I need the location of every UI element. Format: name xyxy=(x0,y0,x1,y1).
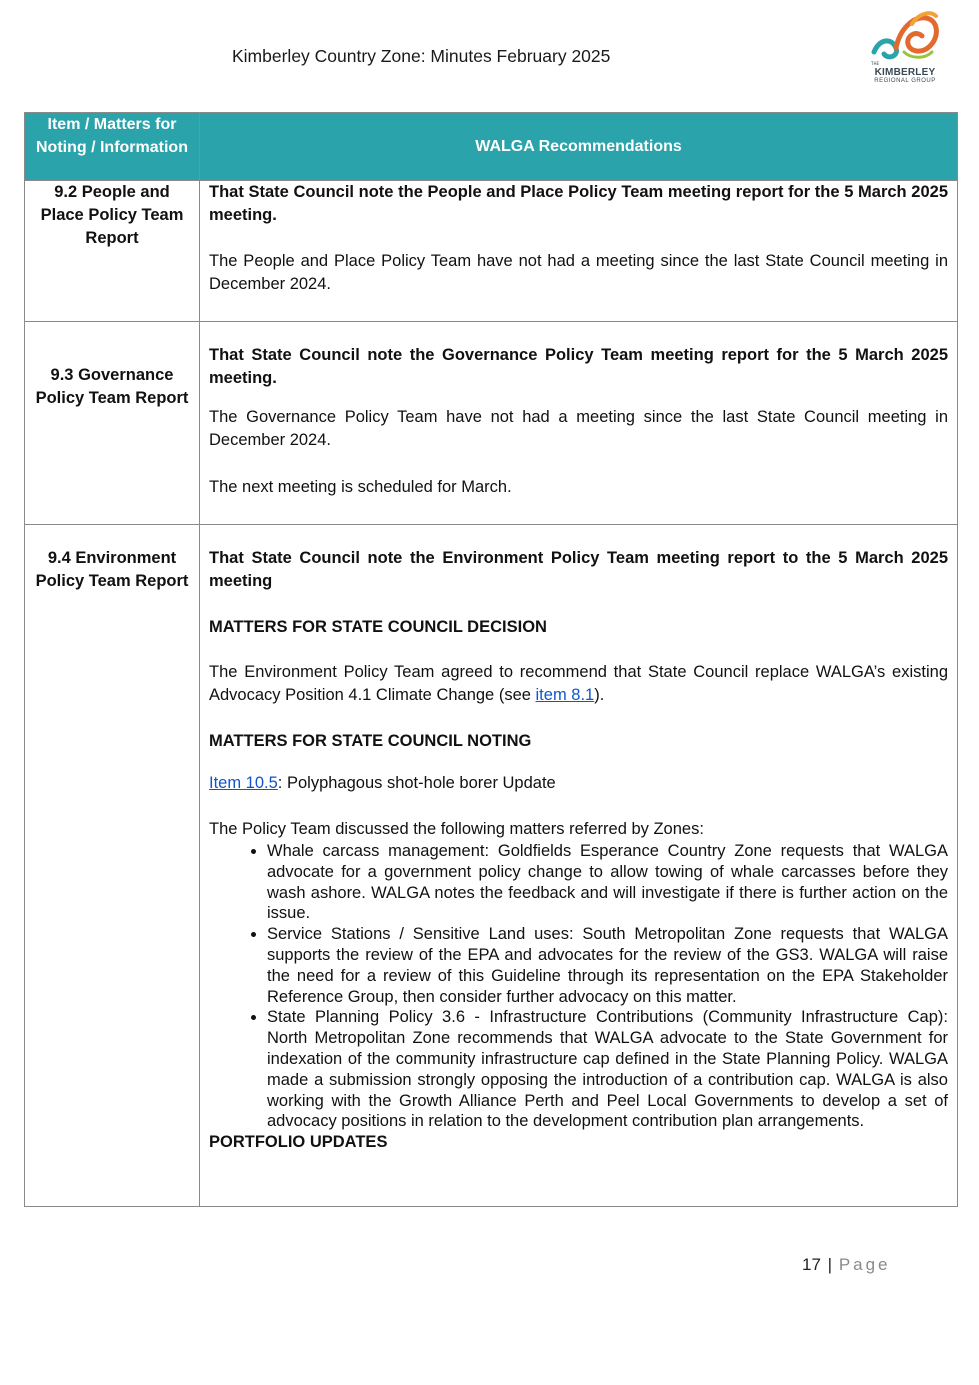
body-paragraph: The Governance Policy Team have not had a meeting since the last State Council meeting in December 2024. xyxy=(209,408,948,449)
noting-text: : Polyphagous shot-hole borer Update xyxy=(277,774,556,792)
page-separator: | xyxy=(827,1255,833,1274)
zone-matters-list xyxy=(209,841,948,1132)
item-label-text: 9.3 Governance Policy Team Report xyxy=(35,366,189,407)
list-item: • Service Stations / Sensitive Land uses: South Metropolitan Zone requests that WALGA supports the review of the EPA and advocates for the review of the GS3. WALGA will raise the need for a review of this Guideline through its representation on the EPA Stakeholder Reference Group, then consider further advocacy on this matter. xyxy=(267,924,948,1007)
section-heading-decision: MATTERS FOR STATE COUNCIL DECISION xyxy=(209,618,547,636)
header-item-matters: Item / Matters for Noting / Information xyxy=(25,113,200,181)
body-paragraph: The People and Place Policy Team have not had a meeting since the last State Council meeting in December 2024. xyxy=(209,252,948,293)
list-item: • Whale carcass management: Goldfields Esperance Country Zone requests that WALGA advocate for a government policy change to allow towing of whale carcasses before they wash ashore. WALGA notes the feedback and will investigate if there is further action on the issue. xyxy=(267,841,948,924)
item-label-text: 9.4 Environment Policy Team Report xyxy=(35,549,189,590)
recommendation-text: That State Council note the People and Place Policy Team meeting report for the 5 March 2025 meeting. xyxy=(209,183,948,224)
list-item: • State Planning Policy 3.6 - Infrastructure Contributions (Community Infrastructure Cap): North Metropolitan Zone recommends that WALGA advocate to the State Government for indexation of the community infrastructure cap defined in the State Planning Policy. WALGA made a submission strongly opposing the introduction of a contribution cap. WALGA is also working with the Growth Alliance Perth and Peel Local Governments to develop a set of advocacy positions in relation to the development contribution plan arrangements. xyxy=(267,1007,948,1132)
page-label: Page xyxy=(838,1255,891,1274)
kimberley-regional-group-logo xyxy=(866,8,946,90)
recommendation-cell-9-2 xyxy=(200,181,958,322)
recommendation-cell-9-3 xyxy=(200,322,958,525)
item-label-text: 9.2 People and Place Policy Team Report xyxy=(40,183,184,247)
document-header-title: Kimberley Country Zone: Minutes February 2025 xyxy=(232,46,611,66)
recommendation-text: That State Council note the Governance Policy Team meeting report for the 5 March 2025 meeting. xyxy=(209,346,948,387)
logo-the-text: THE xyxy=(871,61,879,66)
logo-text-regional-group: REGIONAL GROUP xyxy=(874,78,936,84)
item-label-9-3 xyxy=(25,322,200,525)
item-8-1-link[interactable]: item 8.1 xyxy=(535,686,595,704)
logo-text-kimberley: KIMBERLEY xyxy=(874,67,936,78)
table-header-row xyxy=(25,113,958,181)
table-row-9-3 xyxy=(25,322,958,525)
intro-paragraph: The Policy Team discussed the following matters referred by Zones: xyxy=(209,820,704,838)
page-footer xyxy=(802,1255,891,1275)
header-walga-recommendations: WALGA Recommendations xyxy=(200,113,958,181)
decision-paragraph xyxy=(209,661,948,707)
section-heading-noting: MATTERS FOR STATE COUNCIL NOTING xyxy=(209,732,532,750)
logo-swirl-icon xyxy=(866,8,944,66)
noting-paragraph xyxy=(209,772,948,795)
decision-end-text: ). xyxy=(594,686,605,704)
recommendation-text: That State Council note the Environment Policy Team meeting report to the 5 March 2025 meeting xyxy=(209,549,948,590)
recommendations-table xyxy=(24,112,958,1207)
recommendation-cell-9-4 xyxy=(200,525,958,1207)
item-label-9-2 xyxy=(25,181,200,322)
decision-text: The Environment Policy Team agreed to recommend that State Council replace WALGA’s existing Advocacy Position 4.1 Climate Change (see xyxy=(209,663,948,704)
body-paragraph: The next meeting is scheduled for March. xyxy=(209,478,512,496)
item-label-9-4 xyxy=(25,525,200,1207)
section-heading-portfolio: PORTFOLIO UPDATES xyxy=(209,1133,388,1152)
item-10-5-link[interactable]: Item 10.5 xyxy=(209,774,278,792)
table-row-9-2 xyxy=(25,181,958,322)
page-number: 17 xyxy=(802,1255,821,1274)
table-row-9-4 xyxy=(25,525,958,1207)
